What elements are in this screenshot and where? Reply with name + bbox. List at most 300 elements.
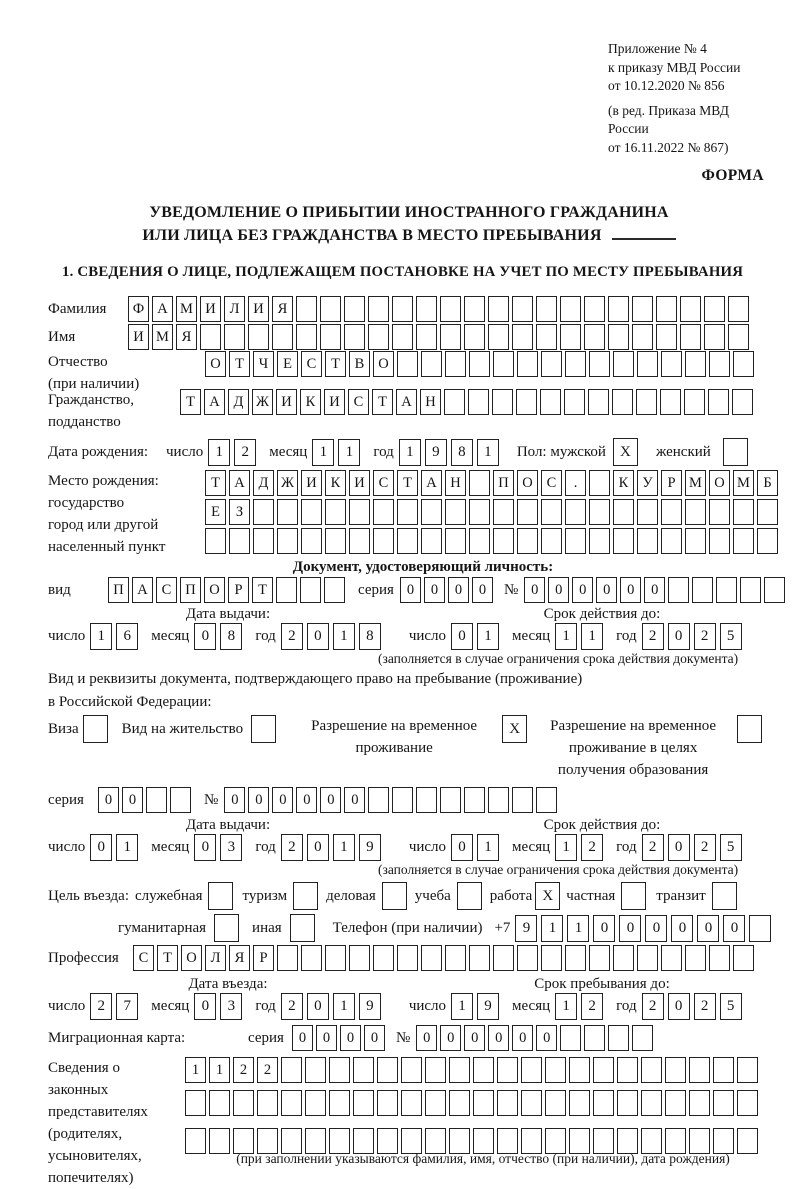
char-box[interactable]	[613, 351, 634, 377]
char-box[interactable]: 1	[185, 1057, 206, 1083]
checkbox-visa[interactable]	[83, 715, 108, 743]
char-box[interactable]: 0	[307, 834, 329, 861]
char-box[interactable]	[685, 499, 706, 525]
char-box[interactable]	[732, 389, 753, 415]
char-box[interactable]	[401, 1057, 422, 1083]
char-box[interactable]	[636, 389, 657, 415]
char-box[interactable]	[728, 324, 749, 350]
char-box[interactable]	[637, 945, 658, 971]
char-box[interactable]	[632, 1025, 653, 1051]
char-box[interactable]	[440, 324, 461, 350]
char-box[interactable]: И	[276, 389, 297, 415]
char-box[interactable]	[425, 1090, 446, 1116]
char-box[interactable]	[445, 945, 466, 971]
char-box[interactable]: А	[132, 577, 153, 603]
char-box[interactable]	[377, 1057, 398, 1083]
char-box[interactable]	[253, 499, 274, 525]
char-box[interactable]: 1	[338, 439, 360, 466]
char-box[interactable]	[277, 499, 298, 525]
char-box[interactable]: Д	[228, 389, 249, 415]
char-box[interactable]	[565, 351, 586, 377]
char-box[interactable]: Р	[661, 470, 682, 496]
char-box[interactable]	[377, 1090, 398, 1116]
char-box[interactable]: 9	[359, 993, 381, 1020]
char-box[interactable]: 0	[620, 577, 641, 603]
char-box[interactable]	[536, 787, 557, 813]
char-box[interactable]: 2	[642, 993, 664, 1020]
char-box[interactable]	[565, 499, 586, 525]
char-box[interactable]: Т	[325, 351, 346, 377]
char-box[interactable]: Я	[272, 296, 293, 322]
char-box[interactable]: Т	[372, 389, 393, 415]
char-box[interactable]: 1	[312, 439, 334, 466]
char-box[interactable]	[584, 1025, 605, 1051]
char-box[interactable]: Т	[252, 577, 273, 603]
char-box[interactable]	[464, 296, 485, 322]
char-box[interactable]: 0	[596, 577, 617, 603]
char-box[interactable]: 1	[477, 439, 499, 466]
char-box[interactable]	[233, 1090, 254, 1116]
char-box[interactable]	[708, 389, 729, 415]
char-box[interactable]	[301, 945, 322, 971]
char-box[interactable]: К	[325, 470, 346, 496]
char-box[interactable]	[209, 1128, 230, 1154]
char-box[interactable]	[276, 577, 297, 603]
char-box[interactable]: 1	[399, 439, 421, 466]
char-box[interactable]: 2	[581, 834, 603, 861]
char-box[interactable]: 2	[642, 834, 664, 861]
char-box[interactable]: 3	[220, 834, 242, 861]
char-box[interactable]	[684, 389, 705, 415]
char-box[interactable]	[281, 1090, 302, 1116]
char-box[interactable]: 0	[536, 1025, 557, 1051]
char-box[interactable]	[473, 1057, 494, 1083]
char-box[interactable]: 0	[697, 915, 719, 942]
char-box[interactable]: А	[204, 389, 225, 415]
char-box[interactable]: 1	[555, 993, 577, 1020]
char-box[interactable]	[560, 296, 581, 322]
char-box[interactable]	[469, 945, 490, 971]
char-box[interactable]: К	[300, 389, 321, 415]
char-box[interactable]	[680, 324, 701, 350]
char-box[interactable]	[469, 470, 490, 496]
char-box[interactable]: И	[349, 470, 370, 496]
char-box[interactable]	[444, 389, 465, 415]
checkbox-purpose-transit[interactable]	[712, 882, 737, 910]
char-box[interactable]	[397, 945, 418, 971]
char-box[interactable]: 5	[720, 623, 742, 650]
char-box[interactable]	[737, 1128, 758, 1154]
char-box[interactable]	[296, 296, 317, 322]
char-box[interactable]	[392, 324, 413, 350]
char-box[interactable]: И	[128, 324, 149, 350]
char-box[interactable]: П	[108, 577, 129, 603]
char-box[interactable]: 0	[340, 1025, 361, 1051]
char-box[interactable]	[608, 296, 629, 322]
char-box[interactable]	[440, 296, 461, 322]
char-box[interactable]: К	[613, 470, 634, 496]
char-box[interactable]: Е	[205, 499, 226, 525]
char-box[interactable]: 0	[464, 1025, 485, 1051]
char-box[interactable]: С	[156, 577, 177, 603]
char-box[interactable]: У	[637, 470, 658, 496]
char-box[interactable]	[224, 324, 245, 350]
char-box[interactable]	[589, 528, 610, 554]
char-box[interactable]: П	[493, 470, 514, 496]
char-box[interactable]: З	[229, 499, 250, 525]
char-box[interactable]	[281, 1057, 302, 1083]
char-box[interactable]: Я	[229, 945, 250, 971]
char-box[interactable]: С	[541, 470, 562, 496]
char-box[interactable]	[253, 528, 274, 554]
char-box[interactable]	[685, 528, 706, 554]
char-box[interactable]: 0	[364, 1025, 385, 1051]
char-box[interactable]: Т	[157, 945, 178, 971]
char-box[interactable]	[277, 528, 298, 554]
char-box[interactable]	[565, 528, 586, 554]
char-box[interactable]	[320, 296, 341, 322]
char-box[interactable]: 1	[209, 1057, 230, 1083]
char-box[interactable]	[349, 528, 370, 554]
char-box[interactable]: В	[349, 351, 370, 377]
char-box[interactable]	[565, 945, 586, 971]
char-box[interactable]	[685, 351, 706, 377]
char-box[interactable]	[689, 1090, 710, 1116]
char-box[interactable]: 0	[644, 577, 665, 603]
char-box[interactable]	[665, 1057, 686, 1083]
char-box[interactable]	[584, 324, 605, 350]
char-box[interactable]	[324, 577, 345, 603]
char-box[interactable]	[632, 324, 653, 350]
char-box[interactable]: 9	[477, 993, 499, 1020]
char-box[interactable]: 1	[477, 623, 499, 650]
char-box[interactable]: 0	[307, 993, 329, 1020]
char-box[interactable]	[656, 296, 677, 322]
char-box[interactable]	[661, 945, 682, 971]
char-box[interactable]	[740, 577, 761, 603]
char-box[interactable]: 0	[671, 915, 693, 942]
char-box[interactable]	[680, 296, 701, 322]
char-box[interactable]	[353, 1090, 374, 1116]
char-box[interactable]: 1	[581, 623, 603, 650]
char-box[interactable]: 1	[333, 623, 355, 650]
char-box[interactable]	[488, 787, 509, 813]
char-box[interactable]	[512, 296, 533, 322]
char-box[interactable]	[329, 1057, 350, 1083]
char-box[interactable]: 2	[642, 623, 664, 650]
char-box[interactable]: 0	[400, 577, 421, 603]
char-box[interactable]	[713, 1090, 734, 1116]
char-box[interactable]	[425, 1057, 446, 1083]
char-box[interactable]	[733, 945, 754, 971]
char-box[interactable]	[344, 296, 365, 322]
char-box[interactable]	[488, 296, 509, 322]
char-box[interactable]	[512, 324, 533, 350]
char-box[interactable]	[709, 499, 730, 525]
char-box[interactable]	[541, 528, 562, 554]
char-box[interactable]	[445, 528, 466, 554]
char-box[interactable]	[641, 1057, 662, 1083]
char-box[interactable]	[661, 499, 682, 525]
char-box[interactable]: 1	[333, 834, 355, 861]
char-box[interactable]	[641, 1090, 662, 1116]
char-box[interactable]: 1	[477, 834, 499, 861]
char-box[interactable]: 0	[668, 993, 690, 1020]
char-box[interactable]	[764, 577, 785, 603]
char-box[interactable]	[589, 351, 610, 377]
char-box[interactable]	[445, 351, 466, 377]
char-box[interactable]	[757, 499, 778, 525]
char-box[interactable]: Р	[253, 945, 274, 971]
char-box[interactable]: С	[348, 389, 369, 415]
char-box[interactable]: 0	[548, 577, 569, 603]
char-box[interactable]	[728, 296, 749, 322]
char-box[interactable]	[329, 1090, 350, 1116]
char-box[interactable]	[560, 1025, 581, 1051]
char-box[interactable]: О	[709, 470, 730, 496]
char-box[interactable]: 0	[524, 577, 545, 603]
char-box[interactable]	[584, 296, 605, 322]
char-box[interactable]: 2	[257, 1057, 278, 1083]
char-box[interactable]: А	[229, 470, 250, 496]
char-box[interactable]	[704, 324, 725, 350]
char-box[interactable]	[421, 351, 442, 377]
char-box[interactable]: О	[373, 351, 394, 377]
char-box[interactable]: 7	[116, 993, 138, 1020]
char-box[interactable]: 1	[567, 915, 589, 942]
char-box[interactable]	[613, 499, 634, 525]
char-box[interactable]	[373, 945, 394, 971]
char-box[interactable]	[589, 499, 610, 525]
checkbox-purpose-business[interactable]	[382, 882, 407, 910]
char-box[interactable]	[517, 528, 538, 554]
char-box[interactable]	[373, 528, 394, 554]
char-box[interactable]	[349, 499, 370, 525]
char-box[interactable]	[632, 296, 653, 322]
char-box[interactable]: Д	[253, 470, 274, 496]
char-box[interactable]	[545, 1090, 566, 1116]
char-box[interactable]	[325, 499, 346, 525]
char-box[interactable]: 0	[98, 787, 119, 813]
char-box[interactable]: 0	[194, 623, 216, 650]
char-box[interactable]: Ч	[253, 351, 274, 377]
char-box[interactable]: 5	[720, 834, 742, 861]
char-box[interactable]	[401, 1090, 422, 1116]
char-box[interactable]	[637, 528, 658, 554]
char-box[interactable]: 1	[90, 623, 112, 650]
char-box[interactable]: С	[133, 945, 154, 971]
char-box[interactable]	[305, 1057, 326, 1083]
char-box[interactable]	[493, 499, 514, 525]
char-box[interactable]: 0	[440, 1025, 461, 1051]
char-box[interactable]: 0	[619, 915, 641, 942]
char-box[interactable]	[416, 787, 437, 813]
char-box[interactable]: М	[733, 470, 754, 496]
char-box[interactable]: 2	[233, 1057, 254, 1083]
char-box[interactable]: 0	[448, 577, 469, 603]
char-box[interactable]	[468, 389, 489, 415]
char-box[interactable]	[301, 499, 322, 525]
char-box[interactable]	[344, 324, 365, 350]
char-box[interactable]: 2	[281, 623, 303, 650]
char-box[interactable]: 8	[451, 439, 473, 466]
char-box[interactable]: 0	[194, 834, 216, 861]
char-box[interactable]: Ф	[128, 296, 149, 322]
char-box[interactable]	[668, 577, 689, 603]
char-box[interactable]: 1	[333, 993, 355, 1020]
char-box[interactable]	[493, 351, 514, 377]
char-box[interactable]	[709, 351, 730, 377]
char-box[interactable]	[296, 324, 317, 350]
char-box[interactable]	[737, 1057, 758, 1083]
char-box[interactable]	[397, 351, 418, 377]
char-box[interactable]: Л	[205, 945, 226, 971]
char-box[interactable]: И	[200, 296, 221, 322]
char-box[interactable]	[209, 1090, 230, 1116]
char-box[interactable]	[709, 945, 730, 971]
char-box[interactable]: С	[301, 351, 322, 377]
char-box[interactable]	[449, 1057, 470, 1083]
char-box[interactable]	[536, 296, 557, 322]
checkbox-purpose-private[interactable]	[621, 882, 646, 910]
char-box[interactable]	[661, 528, 682, 554]
char-box[interactable]	[301, 528, 322, 554]
char-box[interactable]	[257, 1090, 278, 1116]
char-box[interactable]: 6	[116, 623, 138, 650]
char-box[interactable]	[588, 389, 609, 415]
char-box[interactable]: 1	[541, 915, 563, 942]
char-box[interactable]	[540, 389, 561, 415]
char-box[interactable]: 0	[593, 915, 615, 942]
char-box[interactable]	[464, 324, 485, 350]
char-box[interactable]: 0	[307, 623, 329, 650]
char-box[interactable]: .	[565, 470, 586, 496]
char-box[interactable]	[737, 1090, 758, 1116]
checkbox-purpose-tourism[interactable]	[293, 882, 318, 910]
char-box[interactable]	[517, 499, 538, 525]
char-box[interactable]	[617, 1090, 638, 1116]
char-box[interactable]	[713, 1057, 734, 1083]
char-box[interactable]	[665, 1090, 686, 1116]
char-box[interactable]: Ж	[277, 470, 298, 496]
char-box[interactable]: Н	[420, 389, 441, 415]
char-box[interactable]	[656, 324, 677, 350]
char-box[interactable]: Н	[445, 470, 466, 496]
char-box[interactable]	[589, 945, 610, 971]
char-box[interactable]	[421, 945, 442, 971]
char-box[interactable]: А	[152, 296, 173, 322]
char-box[interactable]	[229, 528, 250, 554]
char-box[interactable]	[637, 499, 658, 525]
char-box[interactable]: Я	[176, 324, 197, 350]
checkbox-purpose-other[interactable]	[290, 914, 315, 942]
char-box[interactable]: 0	[272, 787, 293, 813]
char-box[interactable]	[416, 324, 437, 350]
char-box[interactable]	[536, 324, 557, 350]
char-box[interactable]	[497, 1057, 518, 1083]
char-box[interactable]: 8	[220, 623, 242, 650]
char-box[interactable]: Ж	[252, 389, 273, 415]
char-box[interactable]	[560, 324, 581, 350]
char-box[interactable]: 2	[694, 623, 716, 650]
char-box[interactable]	[660, 389, 681, 415]
char-box[interactable]: Е	[277, 351, 298, 377]
char-box[interactable]: 0	[424, 577, 445, 603]
char-box[interactable]	[185, 1128, 206, 1154]
char-box[interactable]	[497, 1090, 518, 1116]
char-box[interactable]	[421, 528, 442, 554]
char-box[interactable]: 9	[515, 915, 537, 942]
char-box[interactable]	[545, 1057, 566, 1083]
char-box[interactable]	[637, 351, 658, 377]
char-box[interactable]: И	[324, 389, 345, 415]
char-box[interactable]: 3	[220, 993, 242, 1020]
char-box[interactable]: 0	[344, 787, 365, 813]
char-box[interactable]: 2	[694, 834, 716, 861]
char-box[interactable]	[305, 1090, 326, 1116]
char-box[interactable]	[185, 1090, 206, 1116]
char-box[interactable]	[493, 945, 514, 971]
char-box[interactable]	[445, 499, 466, 525]
char-box[interactable]	[392, 787, 413, 813]
char-box[interactable]: 0	[248, 787, 269, 813]
char-box[interactable]	[512, 787, 533, 813]
char-box[interactable]: М	[152, 324, 173, 350]
char-box[interactable]	[493, 528, 514, 554]
char-box[interactable]: 1	[555, 623, 577, 650]
char-box[interactable]	[517, 351, 538, 377]
checkbox-sex-male[interactable]: X	[613, 438, 638, 466]
checkbox-sex-female[interactable]	[723, 438, 748, 466]
checkbox-temp-residence[interactable]: X	[502, 715, 527, 743]
char-box[interactable]	[469, 351, 490, 377]
char-box[interactable]: 9	[359, 834, 381, 861]
char-box[interactable]: 0	[668, 623, 690, 650]
char-box[interactable]: О	[204, 577, 225, 603]
char-box[interactable]	[421, 499, 442, 525]
checkbox-purpose-work[interactable]: X	[535, 882, 560, 910]
char-box[interactable]: 1	[451, 993, 473, 1020]
char-box[interactable]: 0	[320, 787, 341, 813]
checkbox-residence-permit[interactable]	[251, 715, 276, 743]
char-box[interactable]	[516, 389, 537, 415]
char-box[interactable]	[692, 577, 713, 603]
char-box[interactable]: 0	[224, 787, 245, 813]
char-box[interactable]: О	[205, 351, 226, 377]
char-box[interactable]: 0	[723, 915, 745, 942]
char-box[interactable]	[397, 499, 418, 525]
char-box[interactable]: П	[180, 577, 201, 603]
char-box[interactable]	[170, 787, 191, 813]
char-box[interactable]	[373, 499, 394, 525]
char-box[interactable]	[749, 915, 771, 942]
char-box[interactable]	[517, 945, 538, 971]
char-box[interactable]: 1	[208, 439, 230, 466]
char-box[interactable]: 8	[359, 623, 381, 650]
char-box[interactable]	[593, 1090, 614, 1116]
checkbox-edu-residence[interactable]	[737, 715, 762, 743]
char-box[interactable]: С	[373, 470, 394, 496]
char-box[interactable]: Л	[224, 296, 245, 322]
char-box[interactable]	[469, 528, 490, 554]
checkbox-purpose-official[interactable]	[208, 882, 233, 910]
char-box[interactable]	[473, 1090, 494, 1116]
char-box[interactable]	[593, 1057, 614, 1083]
char-box[interactable]: 2	[581, 993, 603, 1020]
char-box[interactable]	[325, 528, 346, 554]
char-box[interactable]: 2	[694, 993, 716, 1020]
char-box[interactable]: 1	[116, 834, 138, 861]
